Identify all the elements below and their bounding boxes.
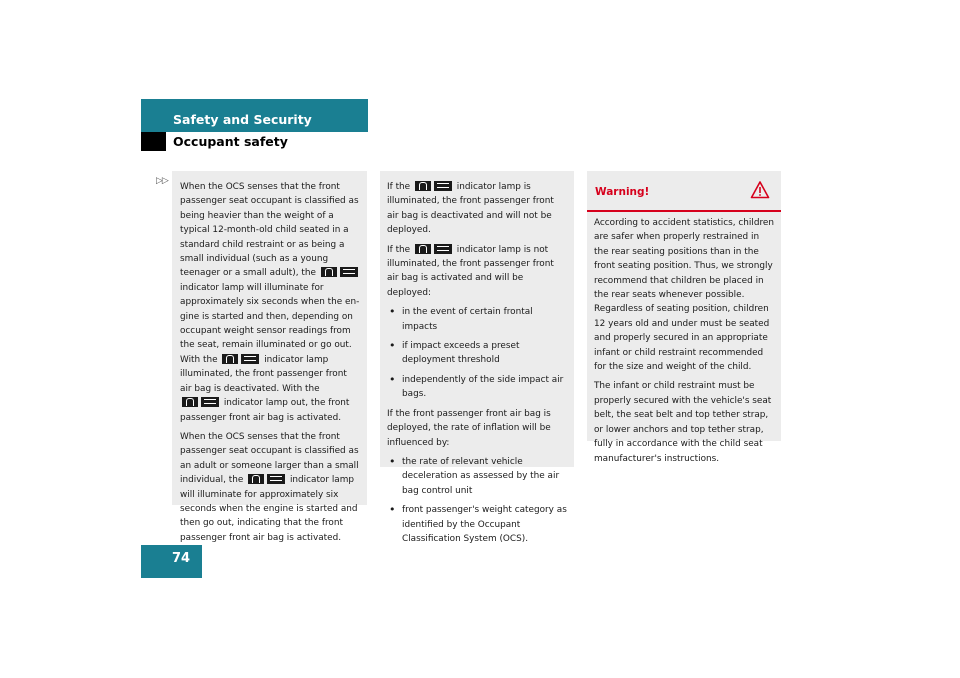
list-item: • front passenger's weight category as identified by the Occupant Classification System (OCS). xyxy=(387,503,568,546)
warning-title: Warning! xyxy=(595,186,650,198)
warning-triangle-icon xyxy=(750,180,770,200)
subsection-title: Occupant safety xyxy=(173,134,288,149)
inflation-factors-list xyxy=(387,455,568,546)
page-number-box xyxy=(141,545,202,578)
subsection-marker xyxy=(141,132,166,151)
page-number: 74 xyxy=(171,551,191,566)
list-item: • if impact exceeds a preset deployment threshold xyxy=(387,339,568,368)
warning-body xyxy=(587,212,781,466)
text-span: indicator lamp will illuminate for approximately six seconds when the engine is started and then, depending on occupant weight sensor readings from the seat, remain illuminated or go out. With the xyxy=(180,282,360,365)
text-span: indicator lamp will illuminate for approximately six seconds when the engine is started and then go out, indicating that the front passenger front air bag is activated. xyxy=(180,475,358,543)
section-title: Safety and Security xyxy=(173,112,312,127)
warning-box xyxy=(587,171,781,464)
ocs-text-column-2 xyxy=(380,171,574,544)
ocs-passenger-air-bag-off-indicator-icon xyxy=(415,244,452,254)
ocs-passenger-air-bag-off-indicator-icon xyxy=(222,354,259,364)
text-span: indicator lamp is illuminated, the front passenger front air bag is deactivated and will not be deployed. xyxy=(387,182,554,236)
ocs-text-column-1 xyxy=(172,171,367,543)
paragraph xyxy=(387,243,568,301)
text-span: indicator lamp out, the front passenger front air bag is activated. xyxy=(180,398,350,423)
paragraph: According to accident statistics, children are safer when properly restrained in the rear seating positions than in the front seating position. Thus, we strongly recommend that children be placed in the rear seats whenever possible. Regardless of seating position, children 12 years old and under must be seated and properly secured in an appropriate infant or child restraint recommended for the size and weight of the child. xyxy=(594,218,774,373)
paragraph: If the front passenger front air bag is deployed, the rate of inflation will be influenced by: xyxy=(387,408,551,448)
ocs-passenger-air-bag-off-indicator-icon xyxy=(182,397,219,407)
text-span: If the xyxy=(387,182,411,192)
ocs-passenger-air-bag-off-indicator-icon xyxy=(321,267,358,277)
continued-from-previous-page-icon: ▷▷ xyxy=(156,176,168,186)
list-item: • independently of the side impact air bags. xyxy=(387,373,568,402)
deployment-conditions-list xyxy=(387,305,568,401)
text-span: indicator lamp illuminated, the front passenger front air bag is deactivated. With the xyxy=(180,354,347,394)
list-item: • the rate of relevant vehicle deceleration as assessed by the air bag control unit xyxy=(387,455,568,498)
ocs-passenger-air-bag-off-indicator-icon xyxy=(415,181,452,191)
warning-header xyxy=(587,171,781,212)
list-item: • in the event of certain frontal impacts xyxy=(387,305,568,334)
text-span: When the OCS senses that the front passenger seat occupant is classified as an adult or someone larger than a small individual, the xyxy=(180,431,359,486)
text-span: If the xyxy=(387,244,411,255)
paragraph xyxy=(180,430,361,545)
paragraph xyxy=(180,180,361,425)
paragraph: The infant or child restraint must be properly secured with the vehicle's seat belt, the seat belt and top tether strap, or lower anchors and top tether strap, fully in accordance with the child seat manufacturer's instructions. xyxy=(594,381,772,464)
paragraph xyxy=(387,180,568,238)
text-span: indicator lamp is not illuminated, the front passenger front air bag is activated and will be deployed: xyxy=(387,244,554,298)
ocs-passenger-air-bag-off-indicator-icon xyxy=(248,474,285,484)
text-span: When the OCS senses that the front passenger seat occupant is classified as being heavier than the weight of a typical 12-month-old child seated in a standard child restraint or as being a small individual (such as a young teenager or a small adult), the xyxy=(180,182,359,279)
